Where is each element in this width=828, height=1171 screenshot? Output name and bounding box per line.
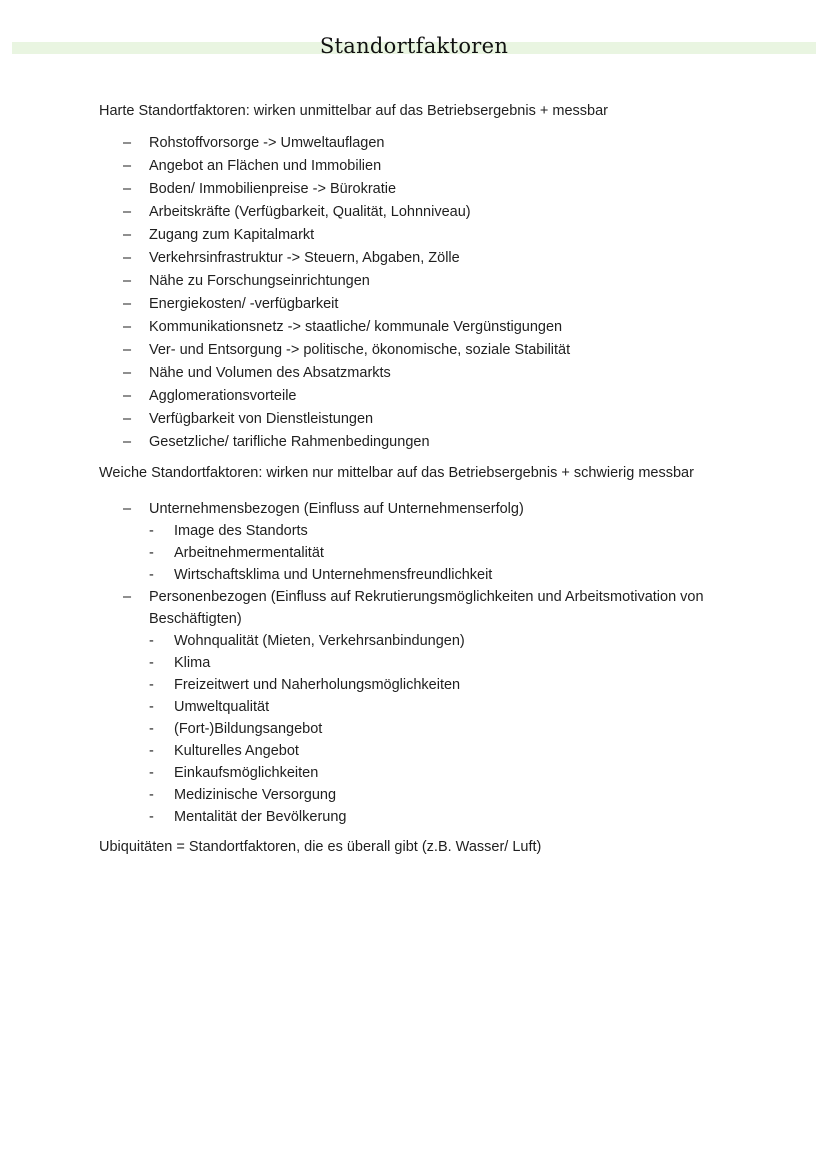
hard-factor-text: Zugang zum Kapitalmarkt bbox=[149, 227, 315, 243]
dash-bullet: – bbox=[123, 158, 132, 174]
hyphen-bullet: - bbox=[149, 743, 154, 759]
soft-factors-list bbox=[99, 498, 719, 828]
soft-factor-item bbox=[149, 696, 719, 718]
soft-factor-item bbox=[149, 520, 719, 542]
dash-bullet: – bbox=[123, 227, 132, 243]
dash-bullet: – bbox=[123, 589, 132, 605]
soft-factor-item bbox=[149, 564, 719, 586]
hard-factor-text: Verkehrsinfrastruktur -> Steuern, Abgaben, Zölle bbox=[149, 250, 460, 266]
soft-factor-text: Wirtschaftsklima und Unternehmensfreundlichkeit bbox=[174, 567, 493, 583]
dash-bullet: – bbox=[123, 273, 132, 289]
hard-factor-text: Boden/ Immobilienpreise -> Bürokratie bbox=[149, 181, 397, 197]
hard-factors-list bbox=[99, 132, 719, 454]
soft-factor-text: Klima bbox=[174, 655, 211, 671]
dash-bullet: – bbox=[123, 181, 132, 197]
dash-bullet: – bbox=[123, 319, 132, 335]
hard-factor-item bbox=[99, 408, 719, 431]
soft-factor-text: Kulturelles Angebot bbox=[174, 743, 299, 759]
dash-bullet: – bbox=[123, 296, 132, 312]
soft-factor-item bbox=[149, 806, 719, 828]
soft-factors-heading: Weiche Standortfaktoren: wirken nur mittelbar auf das Betriebsergebnis + schwierig messbar bbox=[99, 465, 694, 481]
soft-factor-group bbox=[99, 498, 719, 586]
soft-factor-text: Medizinische Versorgung bbox=[174, 787, 337, 803]
soft-factor-text: Mentalität der Bevölkerung bbox=[174, 809, 347, 825]
soft-factor-item bbox=[149, 718, 719, 740]
hard-factor-item bbox=[99, 362, 719, 385]
soft-factor-item bbox=[149, 762, 719, 784]
hard-factor-text: Ver- und Entsorgung -> politische, ökonomische, soziale Stabilität bbox=[149, 342, 571, 358]
hard-factor-item bbox=[99, 316, 719, 339]
hard-factor-item bbox=[99, 431, 719, 454]
soft-factor-item bbox=[149, 652, 719, 674]
hyphen-bullet: - bbox=[149, 765, 154, 781]
soft-factor-text: Arbeitnehmermentalität bbox=[174, 545, 324, 561]
hyphen-bullet: - bbox=[149, 633, 154, 649]
hyphen-bullet: - bbox=[149, 699, 154, 715]
hyphen-bullet: - bbox=[149, 523, 154, 539]
hyphen-bullet: - bbox=[149, 567, 154, 583]
dash-bullet: – bbox=[123, 501, 132, 517]
dash-bullet: – bbox=[123, 434, 132, 450]
hard-factor-text: Angebot an Flächen und Immobilien bbox=[149, 158, 382, 174]
soft-factor-group-label: Unternehmensbezogen (Einfluss auf Unternehmenserfolg) bbox=[149, 501, 524, 517]
dash-bullet: – bbox=[123, 135, 132, 151]
soft-factor-text: Einkaufsmöglichkeiten bbox=[174, 765, 319, 781]
hard-factor-text: Agglomerationsvorteile bbox=[149, 388, 297, 404]
dash-bullet: – bbox=[123, 204, 132, 220]
hard-factor-item bbox=[99, 293, 719, 316]
dash-bullet: – bbox=[123, 365, 132, 381]
hyphen-bullet: - bbox=[149, 655, 154, 671]
soft-factor-text: Freizeitwert und Naherholungsmöglichkeiten bbox=[174, 677, 461, 693]
hard-factor-item bbox=[99, 201, 719, 224]
soft-factor-item bbox=[149, 784, 719, 806]
hard-factor-item bbox=[99, 385, 719, 408]
hard-factor-text: Nähe und Volumen des Absatzmarkts bbox=[149, 365, 391, 381]
hard-factor-item bbox=[99, 155, 719, 178]
document-body bbox=[99, 100, 719, 858]
soft-factor-item bbox=[149, 674, 719, 696]
dash-bullet: – bbox=[123, 388, 132, 404]
hyphen-bullet: - bbox=[149, 809, 154, 825]
dash-bullet: – bbox=[123, 250, 132, 266]
soft-factor-group-label: Personenbezogen (Einfluss auf Rekrutierungsmöglichkeiten und Arbeitsmotivation von Beschäftigten) bbox=[149, 589, 704, 627]
soft-factor-text: (Fort-)Bildungsangebot bbox=[174, 721, 323, 737]
hard-factor-text: Verfügbarkeit von Dienstleistungen bbox=[149, 411, 374, 427]
soft-factor-text: Image des Standorts bbox=[174, 523, 308, 539]
hard-factor-item bbox=[99, 339, 719, 362]
hard-factor-text: Kommunikationsnetz -> staatliche/ kommunale Vergünstigungen bbox=[149, 319, 563, 335]
hard-factor-text: Rohstoffvorsorge -> Umweltauflagen bbox=[149, 135, 385, 151]
dash-bullet: – bbox=[123, 342, 132, 358]
hard-factor-text: Arbeitskräfte (Verfügbarkeit, Qualität, Lohnniveau) bbox=[149, 204, 471, 220]
hard-factor-item bbox=[99, 132, 719, 155]
hyphen-bullet: - bbox=[149, 545, 154, 561]
soft-factor-text: Umweltqualität bbox=[174, 699, 270, 715]
dash-bullet: – bbox=[123, 411, 132, 427]
hyphen-bullet: - bbox=[149, 787, 154, 803]
soft-factor-sublist bbox=[149, 520, 719, 586]
soft-factor-sublist bbox=[149, 630, 719, 828]
hard-factor-item bbox=[99, 224, 719, 247]
hard-factor-text: Nähe zu Forschungseinrichtungen bbox=[149, 273, 370, 289]
page-title: Standortfaktoren bbox=[319, 34, 509, 58]
hard-factor-text: Energiekosten/ -verfügbarkeit bbox=[149, 296, 339, 312]
hard-factor-item bbox=[99, 247, 719, 270]
hyphen-bullet: - bbox=[149, 677, 154, 693]
soft-factor-group bbox=[99, 586, 719, 828]
ubiquities-definition: Ubiquitäten = Standortfaktoren, die es überall gibt (z.B. Wasser/ Luft) bbox=[99, 839, 542, 855]
soft-factor-text: Wohnqualität (Mieten, Verkehrsanbindungen) bbox=[174, 633, 465, 649]
hard-factor-item bbox=[99, 270, 719, 293]
soft-factor-item bbox=[149, 542, 719, 564]
soft-factor-item bbox=[149, 740, 719, 762]
hard-factors-heading: Harte Standortfaktoren: wirken unmittelbar auf das Betriebsergebnis + messbar bbox=[99, 103, 608, 119]
soft-factor-item bbox=[149, 630, 719, 652]
hyphen-bullet: - bbox=[149, 721, 154, 737]
hard-factor-item bbox=[99, 178, 719, 201]
hard-factor-text: Gesetzliche/ tarifliche Rahmenbedingungen bbox=[149, 434, 430, 450]
